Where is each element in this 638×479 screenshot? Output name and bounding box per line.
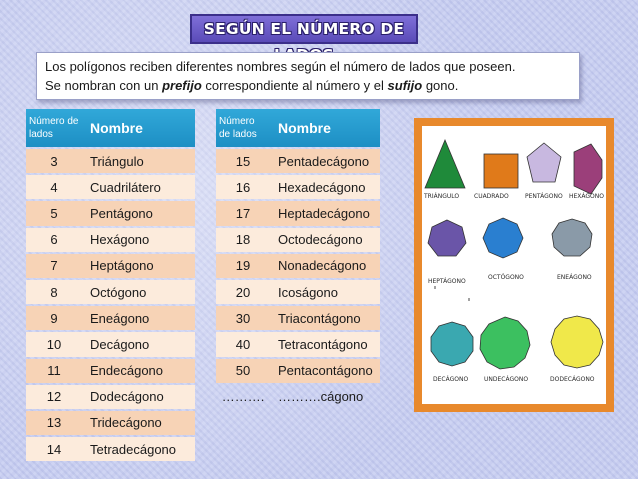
polygon-name-cell: Heptágono <box>82 254 195 278</box>
table-row <box>26 411 195 435</box>
sides-count-cell: 11 <box>26 359 82 383</box>
polygon-name-cell: Pentadecágono <box>270 149 380 173</box>
table-row <box>26 201 195 225</box>
sides-count-cell: 50 <box>216 359 270 383</box>
decagon-shape <box>431 322 473 366</box>
table-row <box>216 201 380 225</box>
intro-prefijo: prefijo <box>162 78 202 93</box>
intro-text: gono. <box>422 78 459 93</box>
sides-count-cell: 10 <box>26 332 82 356</box>
intro-line-1: Los polígonos reciben diferentes nombres según el número de lados que poseen. <box>45 59 516 74</box>
polygon-name-cell: Eneágono <box>82 306 195 330</box>
header-number-of-sides: Número de lados <box>216 109 270 147</box>
polygon-shapes-illustration <box>414 118 614 412</box>
sides-count-cell: 30 <box>216 306 270 330</box>
polygon-name-cell: Octógono <box>82 280 195 304</box>
table-row <box>216 385 380 409</box>
intro-text: Se nombran con un <box>45 78 163 93</box>
label-triangulo: TRIÁNGULO <box>424 193 460 200</box>
polygon-name-cell: Endecágono <box>82 359 195 383</box>
label-undecagono: UNDECÁGONO <box>484 376 529 383</box>
polygon-name-cell: Tridecágono <box>82 411 195 435</box>
sides-count-cell: 3 <box>26 149 82 173</box>
label-heptagono: HEPTÁGONO <box>428 278 466 285</box>
sides-count-cell: 16 <box>216 175 270 199</box>
table-row <box>216 149 380 173</box>
undecagon-shape <box>480 317 530 369</box>
octagon-shape <box>483 218 523 258</box>
polygon-name-cell: Icoságono <box>270 280 380 304</box>
header-name: Nombre <box>82 109 195 147</box>
table-row <box>26 228 195 252</box>
sides-count-cell: 7 <box>26 254 82 278</box>
polygon-name-cell: Hexágono <box>82 228 195 252</box>
table-row <box>216 280 380 304</box>
label-dodecagono: DODECÁGONO <box>550 376 595 383</box>
polygon-name-cell: Cuadrilátero <box>82 175 195 199</box>
dodecagon-shape <box>551 316 603 368</box>
polygon-name-cell: Pentacontágono <box>270 359 380 383</box>
polygon-name-cell: Octodecágono <box>270 228 380 252</box>
triangle-shape <box>425 140 465 188</box>
sides-count-cell: 9 <box>26 306 82 330</box>
table-row <box>216 254 380 278</box>
sides-count-cell: 17 <box>216 201 270 225</box>
table-row <box>26 254 195 278</box>
sides-count-cell: 5 <box>26 201 82 225</box>
header-number-of-sides: Número de lados <box>26 109 82 147</box>
shapes-canvas <box>422 126 606 404</box>
table-row <box>26 385 195 409</box>
shapes-svg <box>422 126 606 404</box>
table-row <box>216 306 380 330</box>
sides-count-cell: 13 <box>26 411 82 435</box>
polygon-name-cell: Triacontágono <box>270 306 380 330</box>
intro-sufijo: sufijo <box>387 78 423 93</box>
sides-count-cell: 6 <box>26 228 82 252</box>
page-title: SEGÚN EL NÚMERO DE <box>190 14 418 44</box>
sides-count-cell: 20 <box>216 280 270 304</box>
polygon-table-right <box>216 107 380 411</box>
polygon-name-cell: Decágono <box>82 332 195 356</box>
pentagon-shape <box>527 143 561 182</box>
table-row <box>26 149 195 173</box>
sides-count-cell: 12 <box>26 385 82 409</box>
table-row <box>26 359 195 383</box>
polygon-name-cell: Nonadecágono <box>270 254 380 278</box>
sides-count-cell: 18 <box>216 228 270 252</box>
table-row <box>216 332 380 356</box>
table-row <box>26 437 195 461</box>
table-row <box>26 175 195 199</box>
label-cuadrado: CUADRADO <box>474 193 509 200</box>
heptagon-shape <box>428 220 466 256</box>
hexagon-shape <box>574 144 602 194</box>
polygon-name-cell: Tetradecágono <box>82 437 195 461</box>
polygon-name-cell: ……….cágono <box>278 389 364 405</box>
intro-text: correspondiente al número y el <box>201 78 388 93</box>
polygon-name-cell: Hexadecágono <box>270 175 380 199</box>
polygon-name-cell: Dodecágono <box>82 385 195 409</box>
square-shape <box>484 154 518 188</box>
label-decagono: DECÁGONO <box>433 376 469 383</box>
label-pentagono: PENTÁGONO <box>525 193 563 200</box>
sides-count-cell: 8 <box>26 280 82 304</box>
table-row <box>216 228 380 252</box>
sides-count-cell: 4 <box>26 175 82 199</box>
sides-count-cell: 14 <box>26 437 82 461</box>
polygon-table-left <box>26 107 195 463</box>
polygon-name-cell: Tetracontágono <box>270 332 380 356</box>
polygon-name-cell: Triángulo <box>82 149 195 173</box>
table-row <box>216 175 380 199</box>
nonagon-shape <box>552 219 592 256</box>
intro-text-box <box>36 52 580 100</box>
sides-count-cell: 15 <box>216 149 270 173</box>
label-octogono: OCTÓGONO <box>488 274 524 281</box>
sides-count-cell: 19 <box>216 254 270 278</box>
label-eneagono: ENEÁGONO <box>557 274 592 281</box>
sides-count-cell: 40 <box>216 332 270 356</box>
polygon-name-cell: Heptadecágono <box>270 201 380 225</box>
header-name: Nombre <box>270 109 380 147</box>
table-row <box>26 306 195 330</box>
table-row <box>26 332 195 356</box>
table-row <box>26 280 195 304</box>
label-hexagono: HEXÁGONO <box>569 193 604 200</box>
table-row <box>216 359 380 383</box>
polygon-name-cell: Pentágono <box>82 201 195 225</box>
intro-line-2 <box>45 76 571 95</box>
sides-count-cell: ………. <box>221 389 265 405</box>
